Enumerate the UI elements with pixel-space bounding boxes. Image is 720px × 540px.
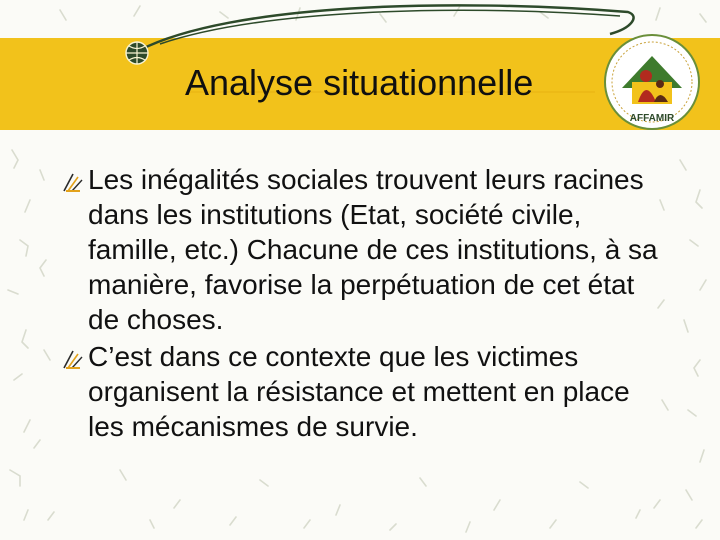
dry-grass-bullet-icon bbox=[62, 348, 84, 370]
slide-title: Analyse situationnelle bbox=[185, 62, 534, 103]
bullet-item bbox=[62, 162, 662, 337]
bullet-list bbox=[62, 162, 662, 446]
bullet-text: Les inégalités sociales trouvent leurs racines dans les institutions (Etat, société civile, famille, etc.) Chacune de ces institutions, à sa manière, favorise la perpétuation de cet état de choses. bbox=[88, 164, 658, 335]
logo-label: AFFAMIR bbox=[629, 113, 675, 124]
bullet-text: C’est dans ce contexte que les victimes organisent la résistance et mettent en place les mécanismes de survie. bbox=[88, 341, 630, 442]
bullet-item bbox=[62, 339, 662, 444]
globe-icon bbox=[124, 40, 150, 66]
affamir-logo bbox=[602, 32, 702, 132]
dry-grass-bullet-icon bbox=[62, 171, 84, 193]
